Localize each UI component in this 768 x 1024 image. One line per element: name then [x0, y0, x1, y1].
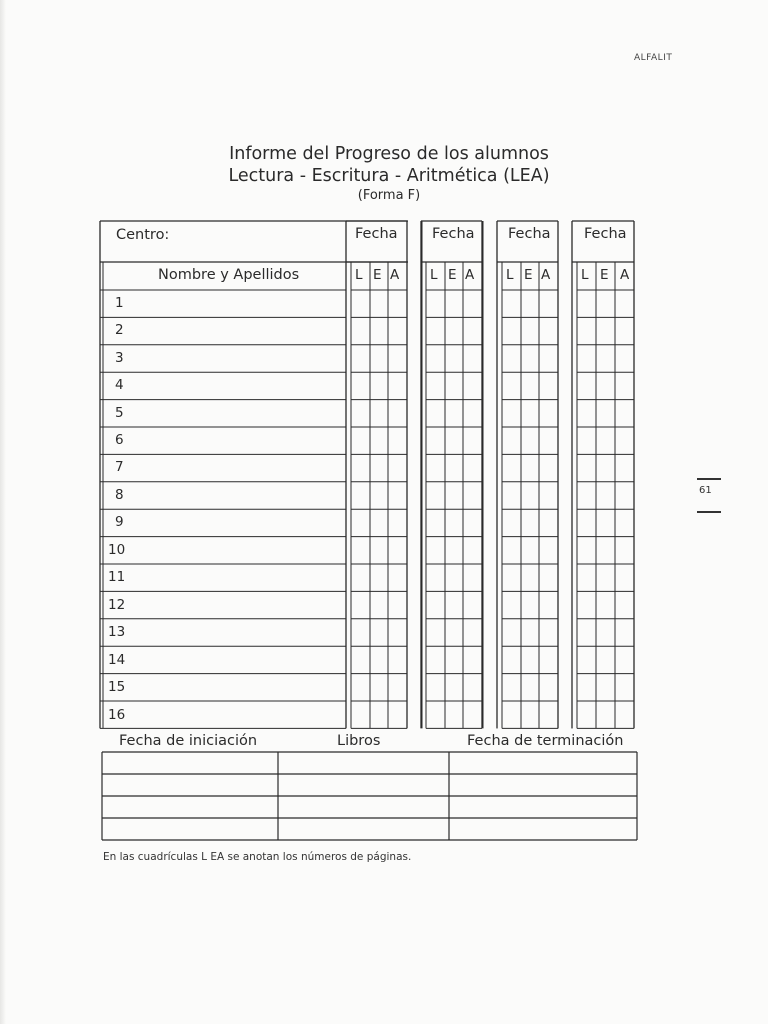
row-number: 9 [115, 514, 124, 530]
libros-header: Libros [337, 733, 381, 749]
lea-e-4: E [600, 267, 609, 283]
fecha-header-1: Fecha [355, 226, 398, 242]
row-number: 2 [115, 322, 124, 338]
row-number: 3 [115, 350, 124, 366]
page-number: 61 [699, 485, 712, 496]
page-number-rule-bottom [697, 511, 721, 513]
row-number: 8 [115, 487, 124, 503]
publisher-label: ALFALIT [634, 53, 673, 63]
lea-a-2: A [465, 267, 475, 283]
fecha-header-3: Fecha [508, 226, 551, 242]
lea-l-2: L [430, 267, 438, 283]
lea-l-1: L [355, 267, 363, 283]
row-number: 1 [115, 295, 124, 311]
title-line-3: (Forma F) [357, 188, 421, 203]
row-number: 11 [108, 569, 126, 585]
row-number: 6 [115, 432, 124, 448]
row-number: 4 [115, 377, 124, 393]
lea-a-3: A [541, 267, 551, 283]
row-number: 16 [108, 707, 126, 723]
row-number: 14 [108, 652, 126, 668]
name-column-header: Nombre y Apellidos [158, 267, 300, 283]
fecha-terminacion-header: Fecha de terminación [467, 733, 624, 749]
title-line-1: Informe del Progreso de los alumnos [229, 144, 549, 164]
fecha-header-4: Fecha [584, 226, 627, 242]
lea-e-2: E [448, 267, 457, 283]
title-line-2: Lectura - Escritura - Aritmética (LEA) [228, 166, 550, 186]
lea-a-4: A [620, 267, 630, 283]
centro-label: Centro: [116, 227, 170, 243]
row-number: 5 [115, 405, 124, 421]
row-number: 15 [108, 679, 126, 695]
fecha-header-2: Fecha [432, 226, 475, 242]
row-number: 12 [108, 597, 126, 613]
lea-a-1: A [390, 267, 400, 283]
row-number: 10 [108, 542, 126, 558]
lea-e-1: E [373, 267, 382, 283]
footnote: En las cuadrículas L EA se anotan los números de páginas. [103, 851, 412, 863]
row-number: 7 [115, 459, 124, 475]
lea-l-4: L [581, 267, 589, 283]
lea-l-3: L [506, 267, 514, 283]
fecha-iniciacion-header: Fecha de iniciación [119, 733, 258, 749]
page-number-rule-top [697, 478, 721, 480]
row-number: 13 [108, 624, 126, 640]
lea-e-3: E [524, 267, 533, 283]
